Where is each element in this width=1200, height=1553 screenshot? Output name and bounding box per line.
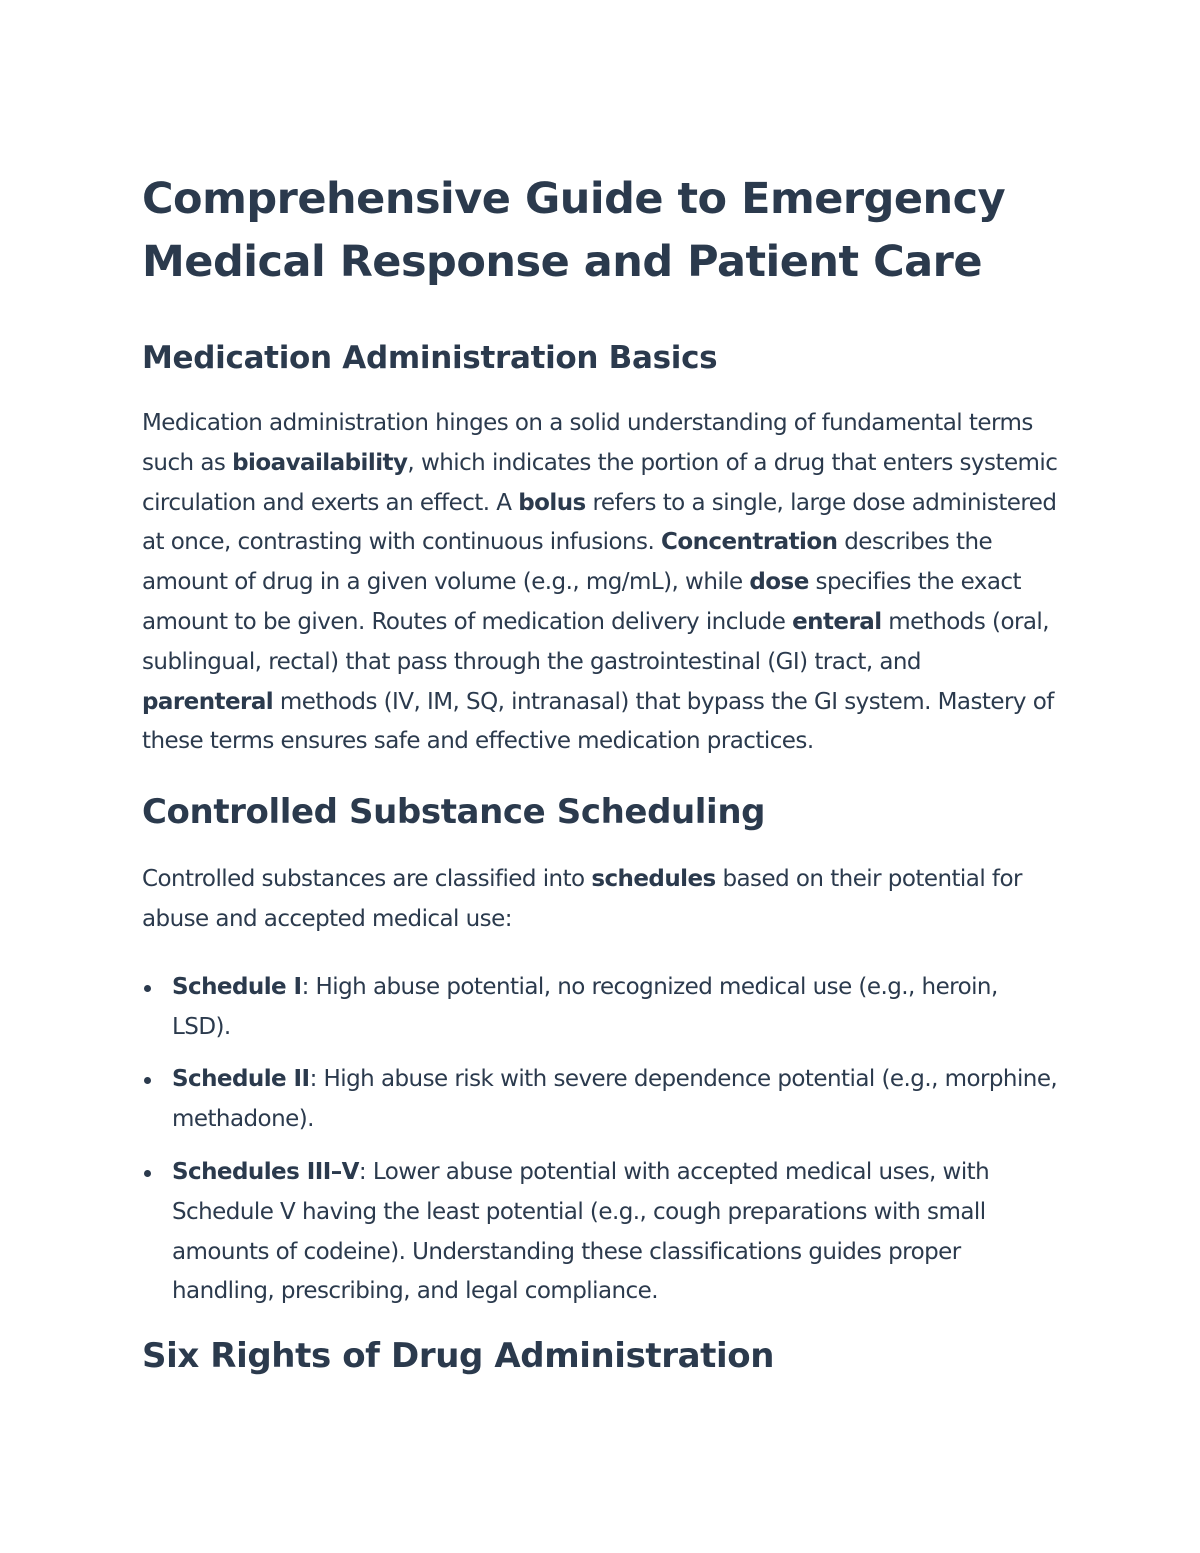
- text-run: Controlled substances are classified into: [142, 866, 592, 893]
- section-controlled-substances: [142, 790, 1058, 1312]
- bold-term: bolus: [518, 489, 586, 516]
- bold-term: bioavailability: [232, 449, 408, 476]
- section-heading: Controlled Substance Scheduling: [142, 792, 766, 833]
- page-title: Comprehensive Guide to Emergency Medical Response and Patient Care: [142, 174, 1006, 287]
- text-run: describes the amount of drug in a given volume (e.g., mg/mL), while: [142, 529, 993, 596]
- list-item-label: Schedules III–V: [172, 1158, 359, 1185]
- text-run: refers to a single, large dose administered at once, contrasting with continuous infusions.: [142, 489, 1057, 556]
- bold-term: Concentration: [661, 529, 838, 556]
- bold-term: enteral: [792, 608, 882, 635]
- list-item-text: : Lower abuse potential with accepted medical uses, with Schedule V having the least potential (e.g., cough preparations with small amounts of codeine). Understanding these classifications guides proper handling, prescribing, and legal compliance.: [172, 1158, 990, 1305]
- section-medication-basics: [142, 338, 1058, 762]
- text-run: methods (oral, sublingual, rectal) that pass through the gastrointestinal (GI) tract, and: [142, 608, 1050, 675]
- section-six-rights: [142, 1334, 1058, 1378]
- text-run: , which indicates the portion of a drug that enters systemic circulation and exerts an effect. A: [142, 449, 1058, 516]
- bullet-icon: [144, 1077, 151, 1084]
- bold-term: parenteral: [142, 688, 274, 715]
- section-heading: Six Rights of Drug Administration: [142, 1336, 775, 1377]
- section-heading: Medication Administration Basics: [142, 340, 718, 376]
- bullet-icon: [144, 1170, 151, 1177]
- text-run: Medication administration hinges on a solid understanding of fundamental terms such as: [142, 410, 1033, 476]
- text-run: methods (IV, IM, SQ, intranasal) that bypass the GI system. Mastery of these terms ensures safe and effective medication practices.: [142, 688, 1054, 755]
- bold-term: schedules: [591, 866, 716, 893]
- list-item-text: : High abuse potential, no recognized medical use (e.g., heroin, LSD).: [172, 973, 998, 1040]
- section-paragraph: [142, 404, 1058, 762]
- list-item: [142, 968, 1058, 1048]
- text-run: specifies the exact amount to be given. Routes of medication delivery include: [142, 569, 1021, 635]
- list-item-label: Schedule II: [172, 1066, 310, 1093]
- list-item-text: : High abuse risk with severe dependence potential (e.g., morphine, methadone).: [172, 1066, 1058, 1133]
- list-item: [142, 1060, 1058, 1140]
- schedule-list: [142, 968, 1058, 1312]
- text-run: based on their potential for abuse and accepted medical use:: [142, 866, 1022, 932]
- section-paragraph: [142, 860, 1058, 940]
- list-item: [142, 1153, 1058, 1312]
- bold-term: dose: [749, 569, 809, 596]
- list-item-label: Schedule I: [172, 973, 302, 1000]
- bullet-icon: [144, 985, 151, 992]
